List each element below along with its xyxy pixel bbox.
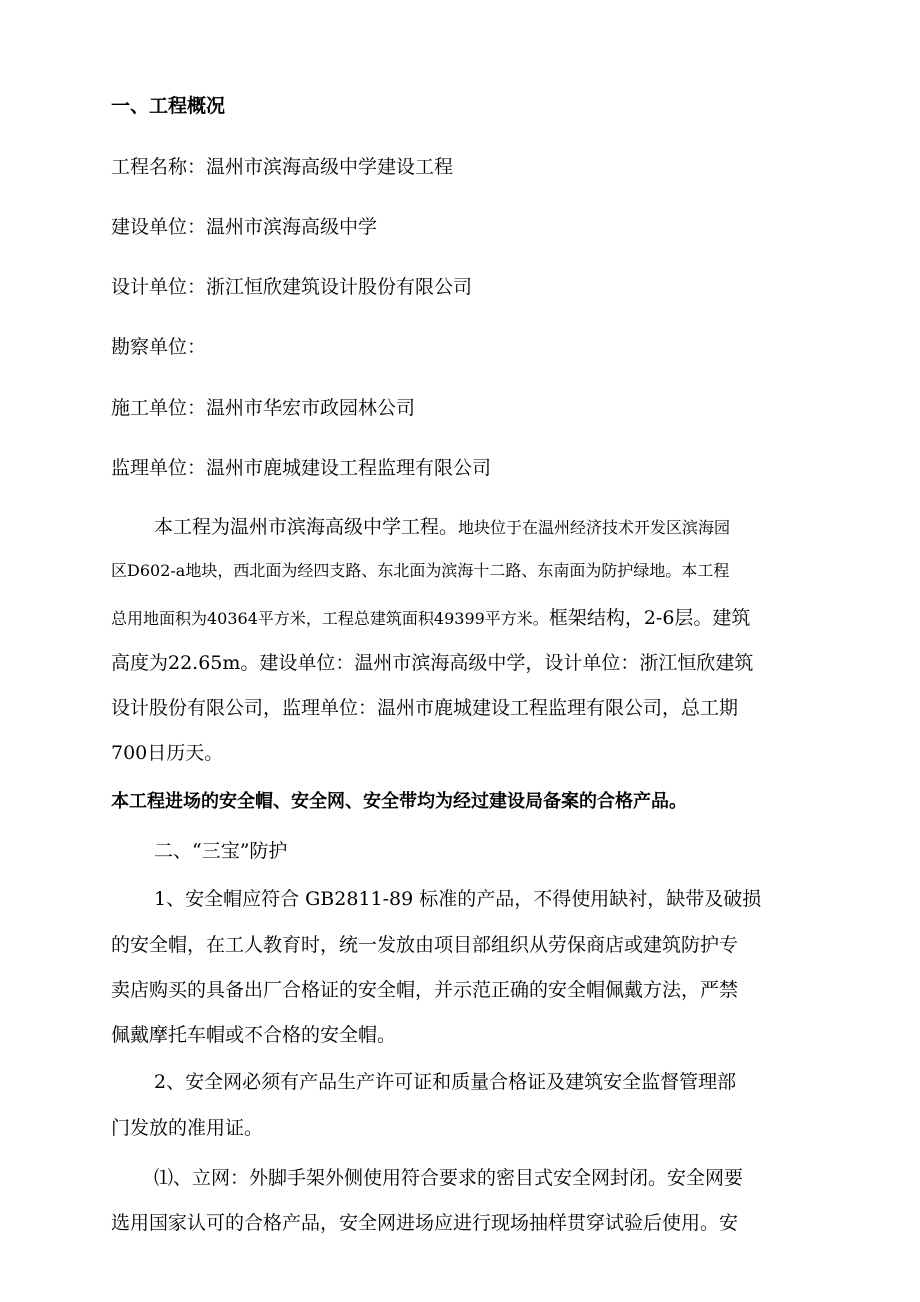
desc-line	[111, 603, 750, 630]
field-surveyor	[111, 332, 206, 359]
item2-line: 门发放的准用证。	[111, 1117, 264, 1139]
field-label: 施工单位：	[111, 397, 207, 419]
desc-line: 高度为22.65m。建设单位：温州市滨海高级中学，设计单位：浙江恒欣建筑	[111, 652, 754, 674]
desc-text: 本工程为温州市滨海高级中学工程。	[154, 516, 459, 538]
section2-title: 二、“三宝”防护	[154, 840, 288, 862]
field-value: 温州市鹿城建设工程监理有限公司	[206, 457, 492, 479]
field-value: 浙江恒欣建筑设计股份有限公司	[206, 276, 473, 298]
field-supervisor	[111, 453, 491, 480]
item1-line: 卖店购买的具备出厂合格证的安全帽，并示范正确的安全帽佩戴方法，严禁	[111, 979, 739, 1001]
bold-note: 本工程进场的安全帽、安全网、安全带均为经过建设局备案的合格产品。	[111, 791, 687, 812]
field-value: 温州市华宏市政园林公司	[206, 397, 416, 419]
desc-text: 地块位于在温州经济技术开发区滨海园	[458, 518, 731, 537]
field-project-name	[111, 152, 453, 179]
field-value: 温州市滨海高级中学建设工程	[206, 156, 454, 178]
item1-line: 佩戴摩托车帽或不合格的安全帽。	[111, 1024, 397, 1046]
item1-line: 1、安全帽应符合 GB2811-89 标准的产品，不得使用缺衬，缺带及破损	[154, 888, 762, 910]
item1-line: 的安全帽，在工人教育时，统一发放由项目部组织从劳保商店或建筑防护专	[111, 934, 739, 956]
item2-line: 2、安全网必须有产品生产许可证和质量合格证及建筑安全监督管理部	[154, 1071, 737, 1093]
field-designer	[111, 272, 472, 299]
field-label: 设计单位：	[111, 276, 207, 298]
section1-title: 一、工程概况	[111, 95, 226, 117]
field-label: 工程名称：	[111, 156, 207, 178]
desc-line: 设计股份有限公司，监理单位：温州市鹿城建设工程监理有限公司，总工期	[111, 697, 739, 719]
desc-line: 区D602-a地块，西北面为经四支路、东北面为滨海十二路、东南面为防护绿地。本工程	[111, 561, 730, 580]
item3-line: ⑴、立网：外脚手架外侧使用符合要求的密目式安全网封闭。安全网要	[154, 1167, 744, 1189]
field-label: 建设单位：	[111, 216, 207, 238]
desc-text: 框架结构，2-6层。建筑	[548, 607, 751, 629]
field-owner	[111, 212, 377, 239]
item3-line: 选用国家认可的合格产品，安全网进场应进行现场抽样贯穿试验后使用。安	[111, 1212, 739, 1234]
desc-line	[154, 512, 730, 539]
desc-text: 总用地面积为40364平方米，工程总建筑面积49399平方米。	[111, 609, 549, 628]
field-label: 勘察单位：	[111, 336, 207, 358]
field-contractor	[111, 393, 415, 420]
field-label: 监理单位：	[111, 457, 207, 479]
field-value: 温州市滨海高级中学	[206, 216, 378, 238]
desc-line: 700日历天。	[111, 742, 224, 764]
